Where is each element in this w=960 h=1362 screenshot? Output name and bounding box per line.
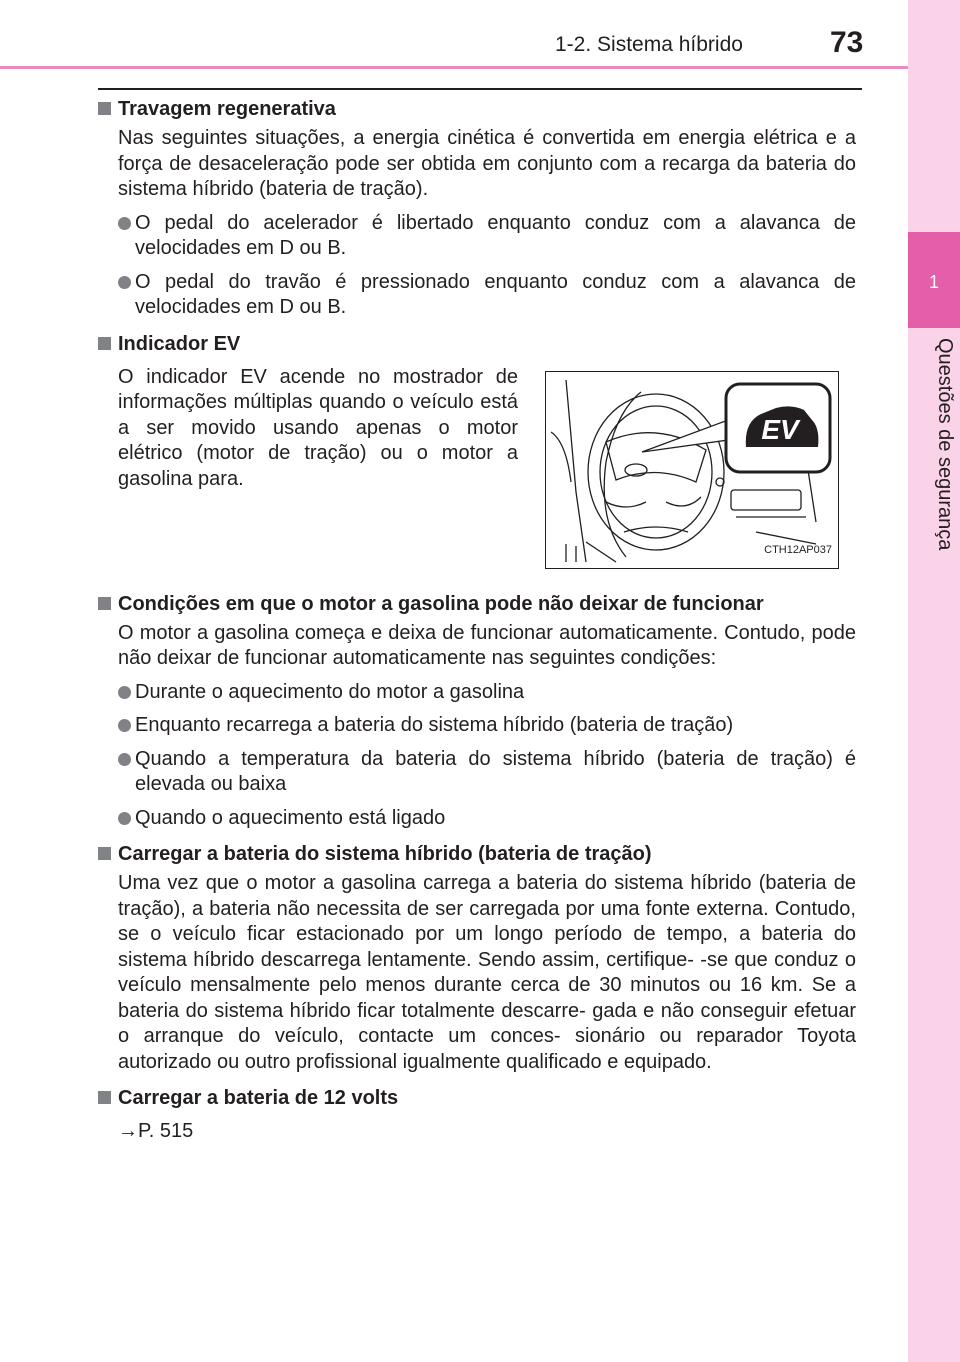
heading-hybrid-battery-charging: Carregar a bateria do sistema híbrido (bateria de tração) [98,841,856,867]
page-content [98,96,856,1145]
list-item-text: Quando a temperatura da bateria do sistema híbrido (bateria de tração) é elevada ou baixa [135,747,856,795]
page-reference: →P. 515 [118,1120,194,1142]
paragraph-regenerative-braking: Nas seguintes situações, a energia cinética é convertida em energia elétrica e a força de desaceleração pode ser obtida em conjunto com a recarga da bateria do sistema híbrido (bateria de tração). [118,127,856,200]
paragraph-ev-indicator: O indicador EV acende no mostrador de informações múltiplas quando o veículo está a ser movido usando apenas o motor elétrico (motor de tração) ou o motor a gasolina para. [118,365,518,490]
list-item-text: Enquanto recarrega a bateria do sistema híbrido (bateria de tração) [135,714,734,736]
list-item [118,680,856,706]
ev-indicator-block [98,361,856,591]
content-top-rule [98,88,862,90]
heading-ev-indicator: Indicador EV [98,331,856,357]
ev-indicator-illustration [545,371,839,569]
section-title: 1-2. Sistema híbrido [555,33,743,56]
heading-engine-conditions: Condições em que o motor a gasolina pode não deixar de funcionar [98,591,856,617]
header-divider [0,66,908,69]
list-item-text: Durante o aquecimento do motor a gasolina [135,680,525,703]
bullet-icon [118,686,131,699]
paragraph-hybrid-battery-charging: Uma vez que o motor a gasolina carrega a bateria do sistema híbrido (bateria de tração), a bateria não necessita de ser carregada por uma fonte externa. Contudo, se o veículo ficar estacionado por um longo período de tempo, a bateria do sistema híbrido descarrega lentamente. Sendo assim, certifique- -se que conduz o veículo mensalmente pelo menos durante cerca de 30 minutos ou 16 km. Se a bateria do sistema híbrido ficar totalmente descarre- gada e não conseguir efetuar o arranque do veículo, contacte um conces- sionário ou reparador Toyota autorizado ou outro profissional igualmente qualificado e equipado. [118,872,856,1073]
bullet-icon [118,276,131,289]
figure-code: CTH12AP037 [764,544,832,556]
list-item-text: Quando o aquecimento está ligado [135,806,446,829]
heading-12v-battery: Carregar a bateria de 12 volts [98,1085,856,1111]
chapter-title: Questões de segurança [934,338,956,551]
bullet-icon [118,719,131,732]
ev-badge-label: EV [761,413,799,445]
chapter-side-tab [908,0,960,1362]
list-item [118,211,856,262]
heading-regenerative-braking: Travagem regenerativa [98,96,856,122]
page-number: 73 [830,26,864,59]
list-item [118,747,856,798]
paragraph-engine-conditions: O motor a gasolina começa e deixa de funcionar automaticamente. Contudo, pode não deixar de funcionar automaticamente nas seguintes condições: [118,621,856,669]
list-item-text: O pedal do acelerador é libertado enquanto conduz com a alavanca de velocidades em D ou B. [135,211,856,259]
bullet-icon [118,812,131,825]
list-item-text: O pedal do travão é pressionado enquanto conduz com a alavanca de velocidades em D ou B. [135,270,856,318]
list-item [118,806,856,832]
bullet-icon [118,217,131,230]
bullet-icon [118,753,131,766]
list-item [118,270,856,321]
chapter-number: 1 [928,272,939,292]
list-item [118,713,856,739]
